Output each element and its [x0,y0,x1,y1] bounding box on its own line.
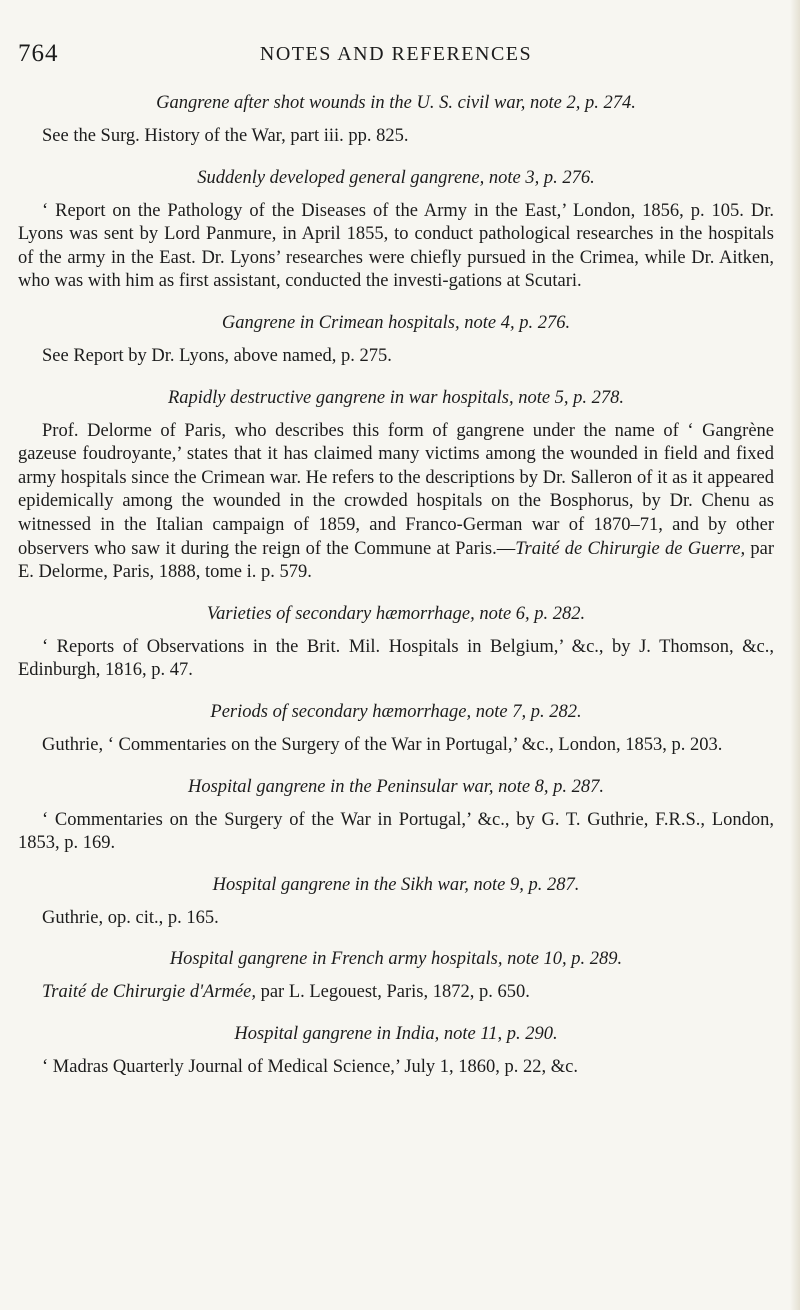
note-body-text: Prof. Delorme of Paris, who describes this form of gangrene under the name of ‘ Gangrène gazeuse foudroyante,’ states that it has claimed many victims among the wounded in field and fixed army hospitals since the Crimean war. He refers to the descriptions by Dr. Salleron of it as it appeared epidemically among the wounded in the crowded hospitals on the Bosphorus, by Dr. Chenu as witnessed in the Italian campaign of 1859, and Franco-German war of 1870–71, and by other observers who saw it during the reign of the Commune at Paris.— [18,420,774,559]
note-body: Guthrie, op. cit., p. 165. [42,907,219,928]
cited-work-title: Traité de Chirurgie de Guerre, [515,538,746,559]
note-entry [18,873,774,931]
note-heading: Gangrene in Crimean hospitals, note 4, p. 276. [221,312,571,333]
cited-work-title: Traité de Chirurgie d'Armée, [42,982,256,1003]
note-heading: Rapidly destructive gangrene in war hospitals, note 5, p. 278. [167,387,625,408]
note-body: ‘ Reports of Observations in the Brit. Mil. Hospitals in Belgium,’ &c., by J. Thomson, &c., Edinburgh, 1816, p. 47. [18,636,774,681]
note-entry [18,1022,774,1080]
note-entry [18,91,774,149]
page-header [18,40,774,74]
note-heading: Hospital gangrene in French army hospitals, note 10, p. 289. [169,949,623,970]
book-page [18,40,774,1079]
note-body: See the Surg. History of the War, part iii. pp. 825. [42,126,409,146]
note-body: See Report by Dr. Lyons, above named, p. 275. [42,345,392,366]
note-heading: Hospital gangrene in the Peninsular war, note 8, p. 287. [187,776,605,797]
note-entry [18,166,774,294]
note-entry [18,386,774,585]
note-entry [18,311,774,369]
note-body: ‘ Madras Quarterly Journal of Medical Science,’ July 1, 1860, p. 22, &c. [42,1056,579,1077]
note-body: ‘ Commentaries on the Surgery of the War in Portugal,’ &c., by G. T. Guthrie, F.R.S., London, 1853, p. 169. [18,809,774,854]
note-heading: Varieties of secondary hæmorrhage, note 6, p. 282. [206,603,586,624]
note-entry [18,947,774,1005]
note-heading: Gangrene after shot wounds in the U. S. civil war, note 2, p. 274. [156,93,636,113]
note-body [18,981,774,1005]
note-heading: Periods of secondary hæmorrhage, note 7, p. 282. [210,701,582,722]
running-title: NOTES AND REFERENCES [259,43,533,65]
note-heading: Suddenly developed general gangrene, note 3, p. 276. [197,167,595,188]
note-body: ‘ Report on the Pathology of the Diseases of the Army in the East,’ London, 1856, p. 105. Dr. Lyons was sent by Lord Panmure, in April 1855, to conduct pathological researches in the hospitals of the army in the East. Dr. Lyons’ researches were chiefly pursued in the Crimea, while Dr. Aitken, who was with him as first assistant, conducted the investi-gations at Scutari. [18,200,774,292]
note-body-text: par E. Delorme, Paris, 1888, tome i. p. 579. [18,538,774,583]
note-body-text: par L. Legouest, Paris, 1872, p. 650. [255,982,530,1003]
page-number: 764 [18,40,59,67]
note-heading: Hospital gangrene in India, note 11, p. 290. [234,1023,558,1044]
page-edge-shadow [790,0,800,1310]
note-entry [18,602,774,683]
note-entry [18,700,774,758]
note-body [18,420,774,585]
note-heading: Hospital gangrene in the Sikh war, note 9, p. 287. [212,874,580,895]
note-body: Guthrie, ‘ Commentaries on the Surgery of the War in Portugal,’ &c., London, 1853, p. 203. [42,734,723,755]
note-entry [18,775,774,856]
